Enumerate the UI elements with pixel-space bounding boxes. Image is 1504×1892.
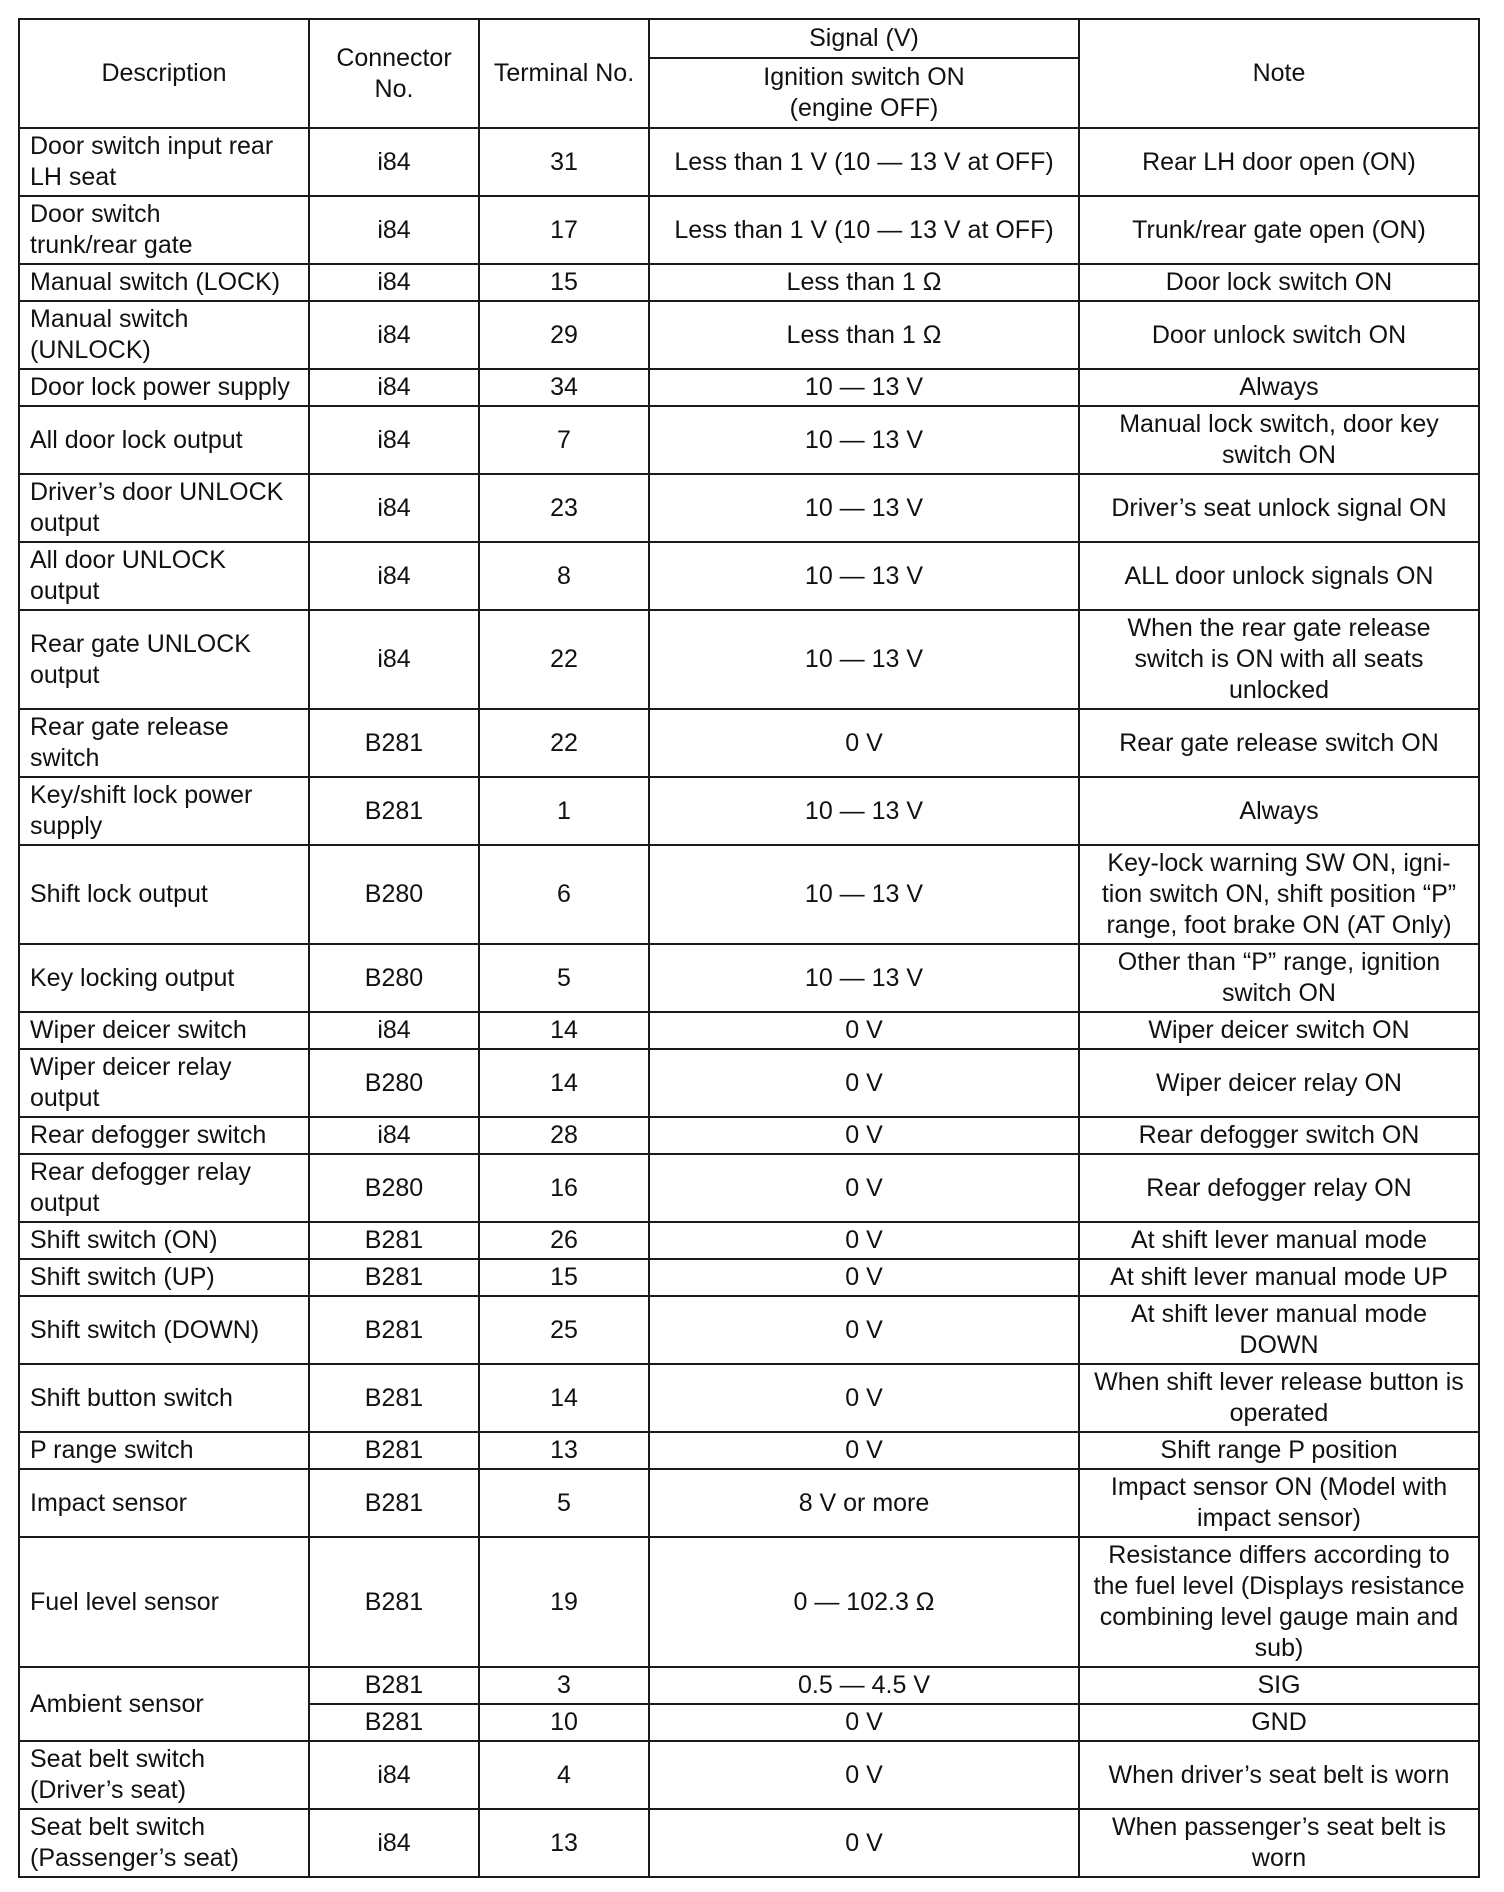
note-cell: When passenger’s seat belt is worn [1079, 1809, 1479, 1877]
table-row [19, 1432, 1479, 1469]
connector-cell: i84 [309, 196, 479, 264]
signal-cell: 0 V [649, 1741, 1079, 1809]
signal-cell: 0.5 — 4.5 V [649, 1667, 1079, 1704]
note-cell: Door unlock switch ON [1079, 301, 1479, 369]
table-row [19, 845, 1479, 944]
note-cell: When shift lever release button is operated [1079, 1364, 1479, 1432]
table-row [19, 1809, 1479, 1877]
description-cell: Rear gate release switch [19, 709, 309, 777]
connector-cell: B280 [309, 944, 479, 1012]
connector-cell: B281 [309, 1469, 479, 1537]
note-cell: Rear defogger switch ON [1079, 1117, 1479, 1154]
table-row [19, 1741, 1479, 1809]
terminal-cell: 5 [479, 944, 649, 1012]
header-description: Description [19, 19, 309, 128]
signal-cell: 10 — 13 V [649, 542, 1079, 610]
header-terminal: Terminal No. [479, 19, 649, 128]
signal-cell: 0 V [649, 1154, 1079, 1222]
table-row [19, 709, 1479, 777]
description-cell: Rear gate UNLOCK output [19, 610, 309, 709]
table-row [19, 944, 1479, 1012]
connector-cell: i84 [309, 301, 479, 369]
table-body [19, 128, 1479, 1877]
header-connector: Connector No. [309, 19, 479, 128]
connector-cell: B281 [309, 1259, 479, 1296]
signal-cell: 0 V [649, 1296, 1079, 1364]
note-cell: Rear LH door open (ON) [1079, 128, 1479, 196]
signal-cell: Less than 1 Ω [649, 264, 1079, 301]
signal-cell: 0 V [649, 709, 1079, 777]
connector-cell: B281 [309, 1222, 479, 1259]
signal-cell: 0 V [649, 1809, 1079, 1877]
description-cell: Impact sensor [19, 1469, 309, 1537]
terminal-cell: 16 [479, 1154, 649, 1222]
connector-cell: B280 [309, 1049, 479, 1117]
description-cell: Wiper deicer relay output [19, 1049, 309, 1117]
description-cell: Wiper deicer switch [19, 1012, 309, 1049]
note-cell: Shift range P position [1079, 1432, 1479, 1469]
table-row [19, 1049, 1479, 1117]
connector-cell: i84 [309, 128, 479, 196]
terminal-cell: 3 [479, 1667, 649, 1704]
table-row [19, 406, 1479, 474]
terminal-cell: 7 [479, 406, 649, 474]
table-row [19, 1364, 1479, 1432]
signal-cell: 10 — 13 V [649, 474, 1079, 542]
description-cell: Shift lock output [19, 845, 309, 944]
connector-cell: i84 [309, 1741, 479, 1809]
table-row [19, 474, 1479, 542]
note-cell: At shift lever manual mode UP [1079, 1259, 1479, 1296]
note-cell: Trunk/rear gate open (ON) [1079, 196, 1479, 264]
header-signal: Signal (V) [649, 19, 1079, 58]
connector-cell: B280 [309, 845, 479, 944]
signal-cell: 0 V [649, 1222, 1079, 1259]
table-row [19, 1469, 1479, 1537]
signal-cell: 10 — 13 V [649, 610, 1079, 709]
table-row [19, 1537, 1479, 1667]
description-cell: All door UNLOCK output [19, 542, 309, 610]
connector-cell: B280 [309, 1154, 479, 1222]
table-row [19, 1117, 1479, 1154]
connector-cell: i84 [309, 369, 479, 406]
terminal-cell: 5 [479, 1469, 649, 1537]
connector-cell: B281 [309, 1364, 479, 1432]
connector-cell: i84 [309, 474, 479, 542]
connector-cell: i84 [309, 1809, 479, 1877]
table-row [19, 196, 1479, 264]
connector-cell: B281 [309, 777, 479, 845]
note-cell: Manual lock switch, door key switch ON [1079, 406, 1479, 474]
signal-cell: Less than 1 Ω [649, 301, 1079, 369]
connector-cell: B281 [309, 1432, 479, 1469]
signal-cell: Less than 1 V (10 — 13 V at OFF) [649, 196, 1079, 264]
description-cell: P range switch [19, 1432, 309, 1469]
note-cell: At shift lever manual mode DOWN [1079, 1296, 1479, 1364]
terminal-cell: 34 [479, 369, 649, 406]
terminal-cell: 13 [479, 1432, 649, 1469]
description-cell: Shift switch (DOWN) [19, 1296, 309, 1364]
signal-cell: 0 V [649, 1117, 1079, 1154]
signal-cell: 0 V [649, 1049, 1079, 1117]
signal-cell: 10 — 13 V [649, 845, 1079, 944]
terminal-cell: 1 [479, 777, 649, 845]
signal-cell: 10 — 13 V [649, 406, 1079, 474]
terminal-cell: 10 [479, 1704, 649, 1741]
terminal-cell: 14 [479, 1049, 649, 1117]
connector-cell: B281 [309, 1704, 479, 1741]
terminal-cell: 26 [479, 1222, 649, 1259]
terminal-cell: 13 [479, 1809, 649, 1877]
note-cell: Driver’s seat unlock signal ON [1079, 474, 1479, 542]
table-row [19, 777, 1479, 845]
terminal-cell: 8 [479, 542, 649, 610]
terminal-cell: 15 [479, 1259, 649, 1296]
signal-cell: 0 — 102.3 Ω [649, 1537, 1079, 1667]
table-row [19, 542, 1479, 610]
terminal-cell: 25 [479, 1296, 649, 1364]
terminal-cell: 22 [479, 610, 649, 709]
connector-cell: i84 [309, 406, 479, 474]
description-cell: Rear defogger relay output [19, 1154, 309, 1222]
note-cell: At shift lever manual mode [1079, 1222, 1479, 1259]
description-cell: Seat belt switch (Driver’s seat) [19, 1741, 309, 1809]
note-cell: When the rear gate release switch is ON with all seats unlocked [1079, 610, 1479, 709]
description-cell: Key locking output [19, 944, 309, 1012]
signal-cell: 0 V [649, 1364, 1079, 1432]
description-cell: Manual switch (LOCK) [19, 264, 309, 301]
note-cell: Other than “P” range, ignition switch ON [1079, 944, 1479, 1012]
table-row [19, 1667, 1479, 1704]
signal-cell: 0 V [649, 1012, 1079, 1049]
description-cell: Door lock power supply [19, 369, 309, 406]
description-cell: Driver’s door UNLOCK output [19, 474, 309, 542]
table-row [19, 301, 1479, 369]
header-note: Note [1079, 19, 1479, 128]
signal-cell: 0 V [649, 1704, 1079, 1741]
note-cell: SIG [1079, 1667, 1479, 1704]
table-row [19, 369, 1479, 406]
note-cell: Rear gate release switch ON [1079, 709, 1479, 777]
description-cell: Shift switch (ON) [19, 1222, 309, 1259]
description-cell: Ambient sensor [19, 1667, 309, 1741]
table-row [19, 1222, 1479, 1259]
connector-cell: B281 [309, 1537, 479, 1667]
signal-cell: 10 — 13 V [649, 944, 1079, 1012]
signal-cell: 0 V [649, 1259, 1079, 1296]
description-cell: All door lock output [19, 406, 309, 474]
description-cell: Shift button switch [19, 1364, 309, 1432]
description-cell: Door switch input rear LH seat [19, 128, 309, 196]
connector-cell: i84 [309, 1012, 479, 1049]
terminal-cell: 19 [479, 1537, 649, 1667]
table-row [19, 1012, 1479, 1049]
signal-cell: 10 — 13 V [649, 777, 1079, 845]
note-cell: Rear defogger relay ON [1079, 1154, 1479, 1222]
signal-table [18, 18, 1480, 1878]
table-row [19, 1296, 1479, 1364]
connector-cell: i84 [309, 542, 479, 610]
note-cell: GND [1079, 1704, 1479, 1741]
signal-cell: Less than 1 V (10 — 13 V at OFF) [649, 128, 1079, 196]
table-header [19, 19, 1479, 128]
description-cell: Rear defogger switch [19, 1117, 309, 1154]
description-cell: Key/shift lock power supply [19, 777, 309, 845]
table-row [19, 610, 1479, 709]
note-cell: Door lock switch ON [1079, 264, 1479, 301]
terminal-cell: 31 [479, 128, 649, 196]
note-cell: Always [1079, 369, 1479, 406]
description-cell: Manual switch (UNLOCK) [19, 301, 309, 369]
description-cell: Seat belt switch (Passenger’s seat) [19, 1809, 309, 1877]
note-cell: Impact sensor ON (Model with impact sensor) [1079, 1469, 1479, 1537]
connector-cell: B281 [309, 1667, 479, 1704]
terminal-cell: 14 [479, 1012, 649, 1049]
signal-cell: 0 V [649, 1432, 1079, 1469]
connector-cell: i84 [309, 610, 479, 709]
note-cell: Wiper deicer relay ON [1079, 1049, 1479, 1117]
terminal-cell: 15 [479, 264, 649, 301]
header-signal-condition: Ignition switch ON (engine OFF) [649, 58, 1079, 128]
terminal-cell: 17 [479, 196, 649, 264]
connector-cell: i84 [309, 1117, 479, 1154]
table-row [19, 1154, 1479, 1222]
description-cell: Shift switch (UP) [19, 1259, 309, 1296]
note-cell: Always [1079, 777, 1479, 845]
note-cell: Wiper deicer switch ON [1079, 1012, 1479, 1049]
connector-cell: i84 [309, 264, 479, 301]
terminal-cell: 14 [479, 1364, 649, 1432]
terminal-cell: 28 [479, 1117, 649, 1154]
note-cell: When driver’s seat belt is worn [1079, 1741, 1479, 1809]
terminal-cell: 23 [479, 474, 649, 542]
terminal-cell: 22 [479, 709, 649, 777]
table-row [19, 264, 1479, 301]
note-cell: Resistance differs according to the fuel level (Displays resistance combining level gauge main and sub) [1079, 1537, 1479, 1667]
description-cell: Door switch trunk/rear gate [19, 196, 309, 264]
terminal-cell: 6 [479, 845, 649, 944]
signal-cell: 8 V or more [649, 1469, 1079, 1537]
connector-cell: B281 [309, 709, 479, 777]
terminal-cell: 4 [479, 1741, 649, 1809]
note-cell: ALL door unlock signals ON [1079, 542, 1479, 610]
table-row [19, 128, 1479, 196]
connector-cell: B281 [309, 1296, 479, 1364]
description-cell: Fuel level sensor [19, 1537, 309, 1667]
terminal-cell: 29 [479, 301, 649, 369]
signal-cell: 10 — 13 V [649, 369, 1079, 406]
note-cell: Key-lock warning SW ON, igni- tion switch ON, shift position “P” range, foot brake ON (AT Only) [1079, 845, 1479, 944]
table-row [19, 1259, 1479, 1296]
